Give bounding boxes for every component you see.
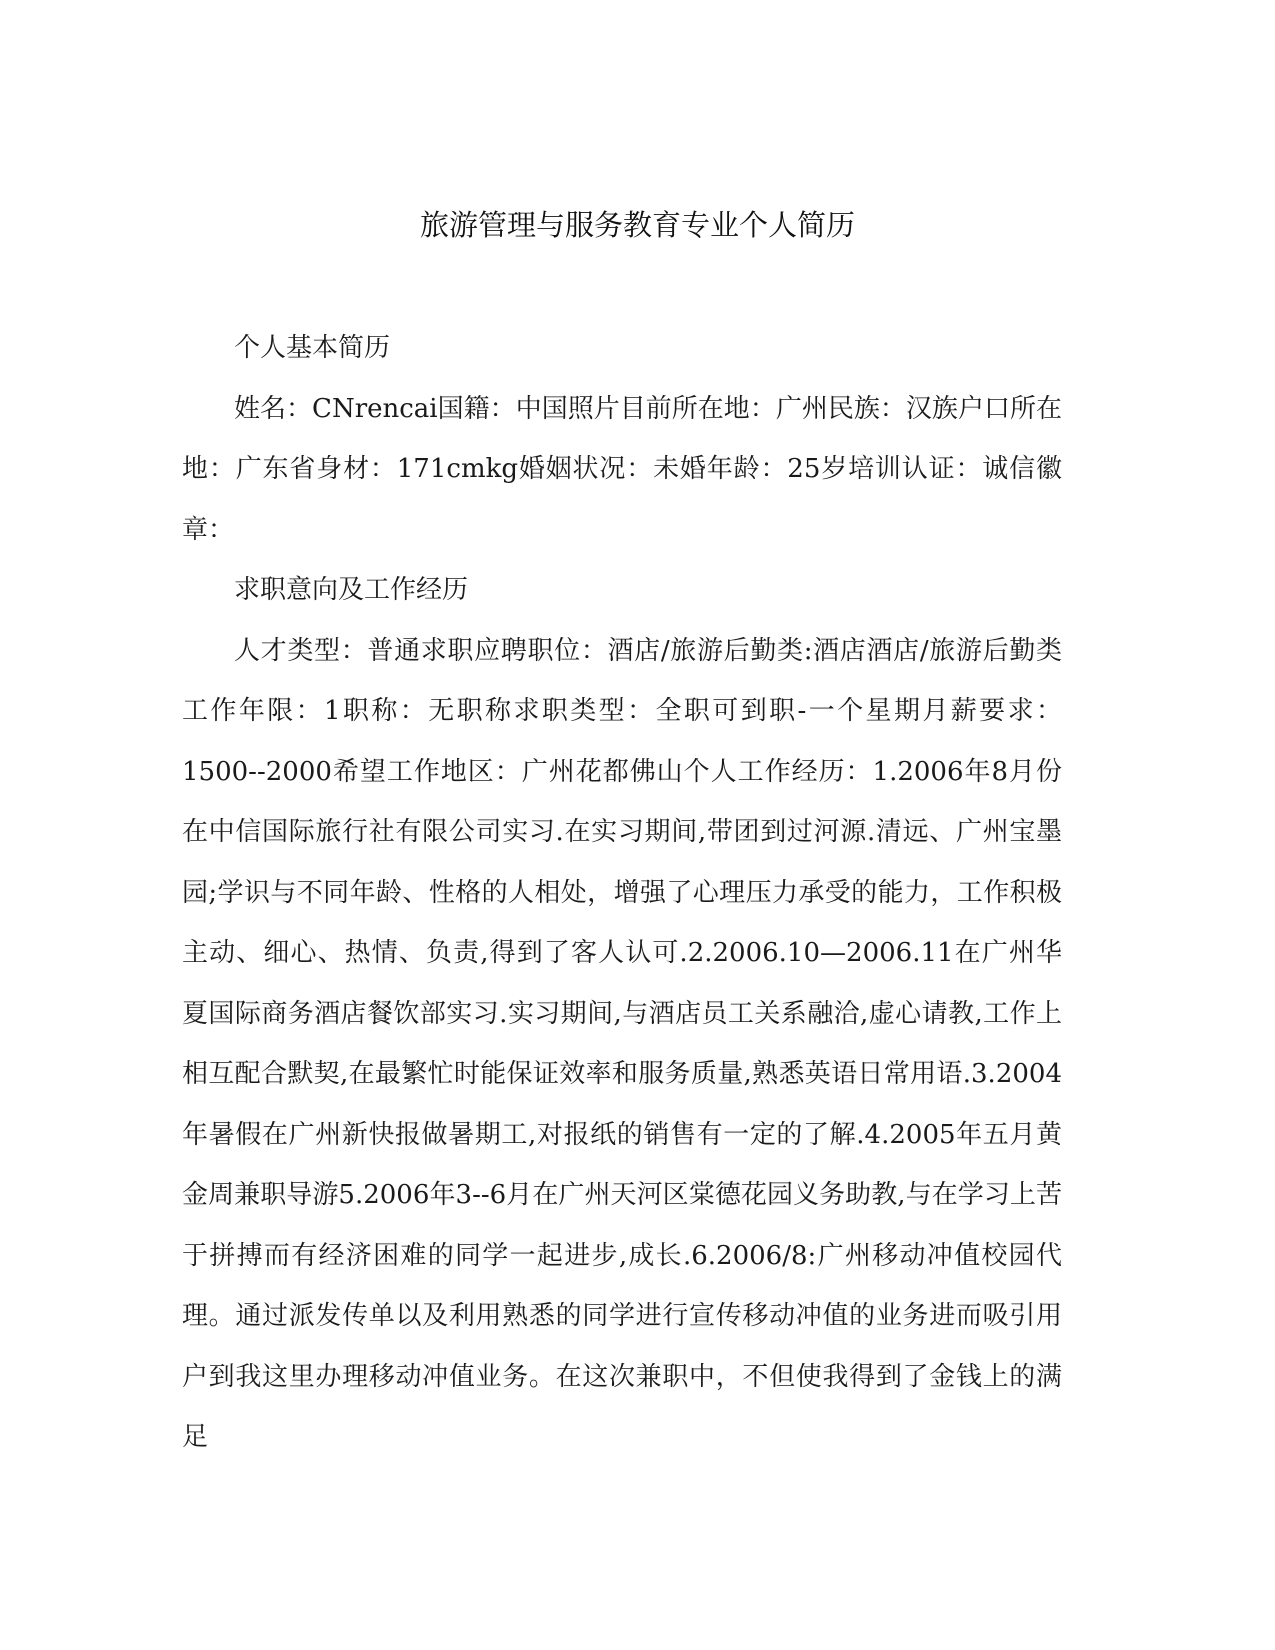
paragraph-job-intent-experience: 人才类型：普通求职应聘职位：酒店/旅游后勤类:酒店酒店/旅游后勤类工作年限：1职称：无职称求职类型：全职可到职-一个星期月薪要求：1500--2000希望工作地区：广州花都佛山个人工作经历：1.2006年8月份在中信国际旅行社有限公司实习.在实习期间,带团到过河源.清远、广州宝墨园;学识与不同年龄、性格的人相处，增强了心理压力承受的能力，工作积极主动、细心、热情、负责,得到了客人认可.2.2006.10—2006.11在广州华夏国际商务酒店餐饮部实习.实习期间,与酒店员工关系融洽,虚心请教,工作上相互配合默契,在最繁忙时能保证效率和服务质量,熟悉英语日常用语.3.2004年暑假在广州新快报做暑期工,对报纸的销售有一定的了解.4.2005年五月黄金周兼职导游5.2006年3--6月在广州天河区棠德花园义务助教,与在学习上苦于拼搏而有经济困难的同学一起进步,成长.6.2006/8:广州移动冲值校园代理。通过派发传单以及利用熟悉的同学进行宣传移动冲值的业务进而吸引用户到我这里办理移动冲值业务。在这次兼职中，不但使我得到了金钱上的满足	[182, 635, 1062, 1452]
document-title: 旅游管理与服务教育专业个人简历	[419, 208, 855, 242]
document-body	[182, 318, 1062, 1468]
section-heading-job-intent: 求职意向及工作经历	[234, 575, 469, 605]
section-heading-basic-info: 个人基本简历	[234, 333, 391, 363]
paragraph-basic-info: 姓名：CNrencai国籍：中国照片目前所在地：广州民族：汉族户口所在地：广东省身材：171cmkg婚姻状况：未婚年龄：25岁培训认证：诚信徽章：	[182, 393, 1062, 545]
